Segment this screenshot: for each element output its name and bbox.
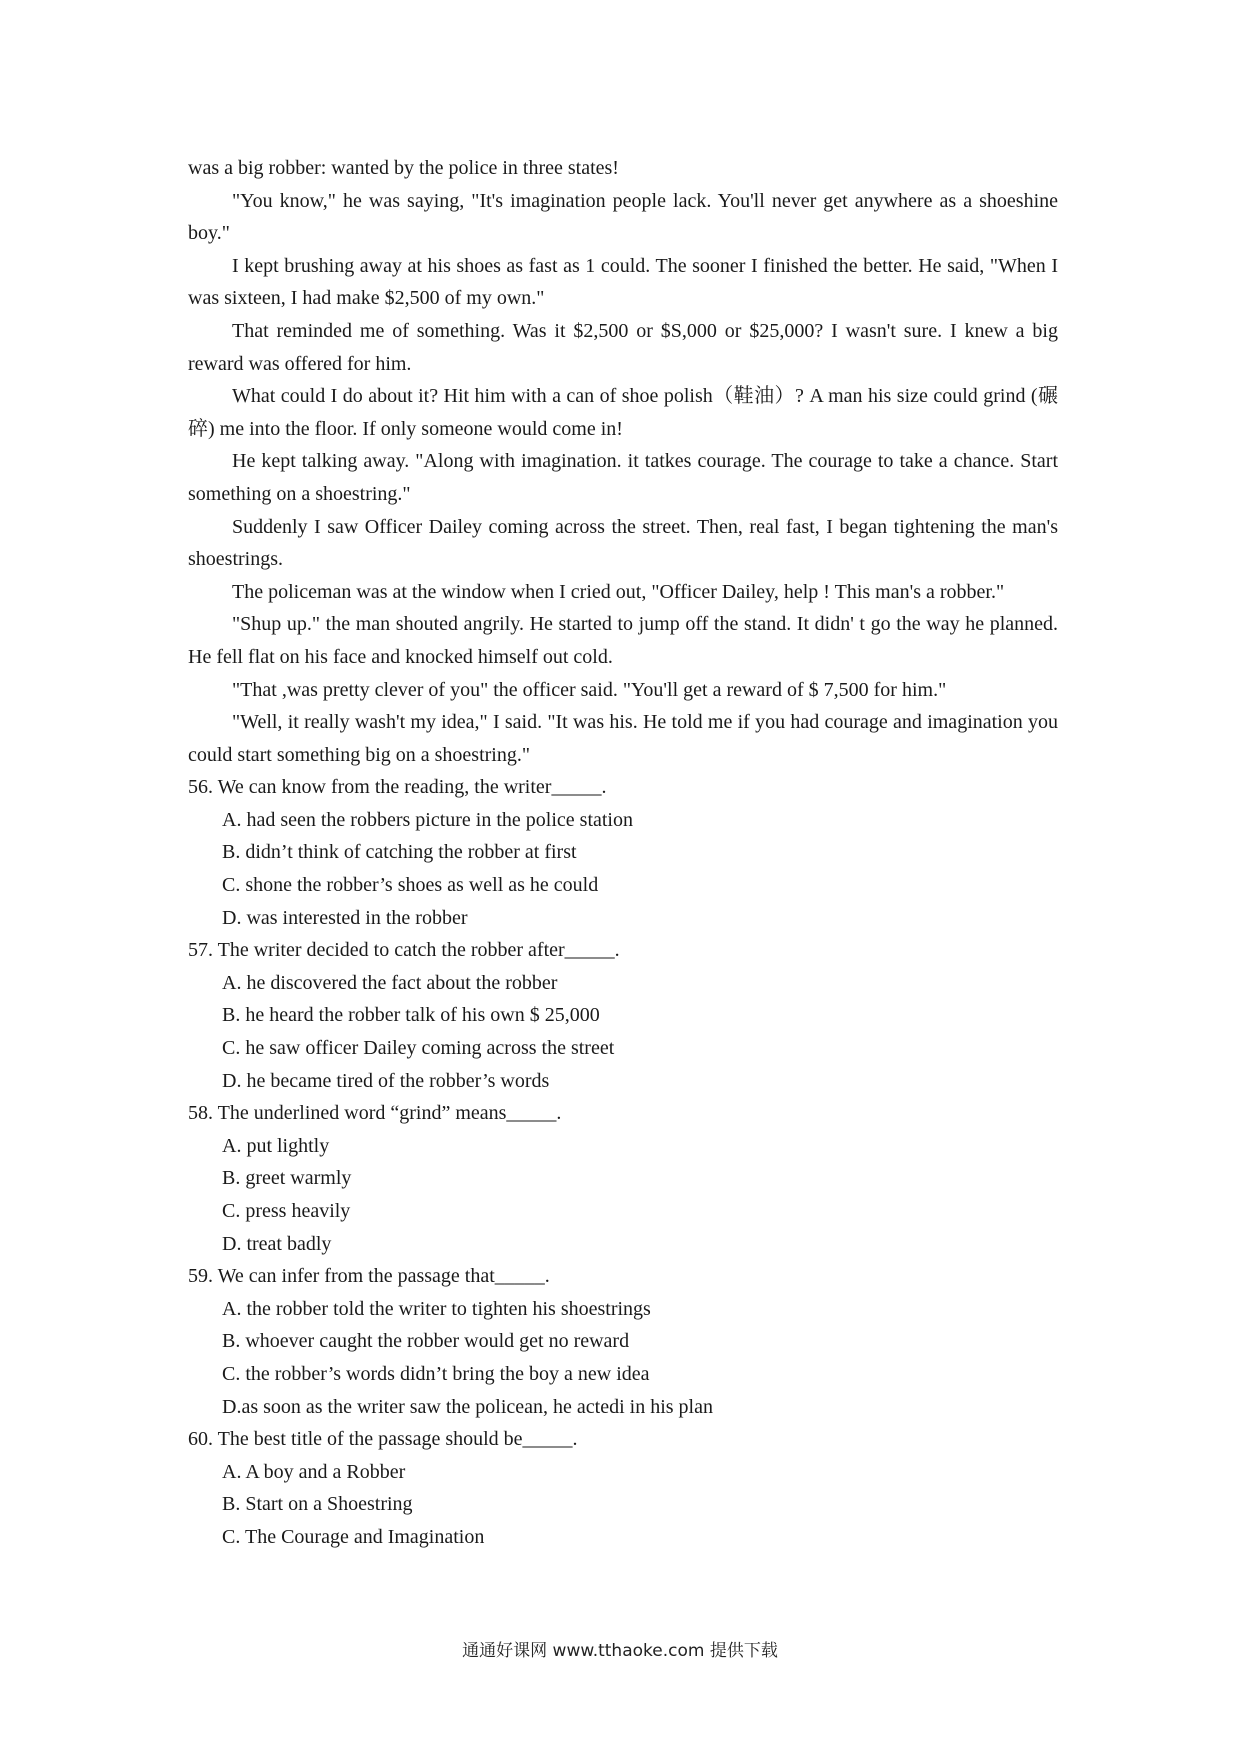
question-57 <box>188 934 1058 1097</box>
answer-option: A. A boy and a Robber <box>222 1460 406 1483</box>
question-58 <box>188 1097 1058 1260</box>
answer-option: B. didn’t think of catching the robber at first <box>222 841 577 864</box>
question-stem: 60. The best title of the passage should be_____. <box>188 1428 578 1451</box>
passage-paragraph: "You know," he was saying, "It's imagination people lack. You'll never get anywhere as a shoeshine boy." <box>188 189 1058 245</box>
answer-option: C. The Courage and Imagination <box>222 1525 485 1548</box>
answer-option: C. press heavily <box>222 1200 351 1222</box>
question-stem: 56. We can know from the reading, the writer_____. <box>188 776 607 799</box>
passage-paragraph: "Well, it really wash't my idea," I said. "It was his. He told me if you had courage and imagination you could start something big on a shoestring." <box>188 711 1058 766</box>
answer-option: A. the robber told the writer to tighten his shoestrings <box>222 1297 651 1320</box>
answer-option: D. treat badly <box>222 1232 332 1255</box>
answer-option: C. he saw officer Dailey coming across the street <box>222 1037 615 1060</box>
question-stem: 59. We can infer from the passage that_____. <box>188 1265 550 1288</box>
passage-paragraph: I kept brushing away at his shoes as fast as 1 could. The sooner I finished the better. He said, "When I was sixteen, I had make $2,500 of my own." <box>188 254 1058 310</box>
passage-paragraph: "That ,was pretty clever of you" the officer said. "You'll get a reward of $ 7,500 for him." <box>232 678 947 701</box>
page-footer: 通通好课网 www.tthaoke.com 提供下载 <box>462 1641 778 1661</box>
question-59 <box>188 1260 1058 1423</box>
question-60 <box>188 1423 1058 1553</box>
answer-option: B. whoever caught the robber would get no reward <box>222 1330 630 1353</box>
question-56 <box>188 771 1058 934</box>
answer-option: B. he heard the robber talk of his own $ 25,000 <box>222 1004 600 1027</box>
passage-paragraph: was a big robber: wanted by the police in three states! <box>188 157 619 179</box>
answer-option: A. put lightly <box>222 1134 330 1157</box>
page-body <box>188 152 1058 1554</box>
answer-option: B. Start on a Shoestring <box>222 1493 413 1516</box>
answer-option: C. the robber’s words didn’t bring the boy a new idea <box>222 1362 650 1385</box>
passage-paragraph: The policeman was at the window when I cried out, "Officer Dailey, help ! This man's a robber." <box>232 580 1005 603</box>
answer-option: D. he became tired of the robber’s words <box>222 1069 550 1092</box>
answer-option: A. he discovered the fact about the robber <box>222 971 558 994</box>
answer-option: B. greet warmly <box>222 1167 352 1190</box>
passage-paragraph: What could I do about it? Hit him with a can of shoe polish（鞋油）? A man his size could grind (碾碎) me into the floor. If only someone would come in! <box>188 385 1058 440</box>
passage-paragraph: He kept talking away. "Along with imagination. it tatkes courage. The courage to take a chance. Start something on a shoestring." <box>188 450 1058 505</box>
answer-option: A. had seen the robbers picture in the police station <box>222 808 633 831</box>
question-stem: 58. The underlined word “grind” means_____. <box>188 1102 562 1125</box>
passage-paragraph: That reminded me of something. Was it $2,500 or $S,000 or $25,000? I wasn't sure. I knew a big reward was offered for him. <box>188 319 1058 375</box>
answer-option: D. was interested in the robber <box>222 906 468 929</box>
answer-option: D.as soon as the writer saw the policean, he actedi in his plan <box>222 1395 713 1418</box>
passage-paragraph: "Shup up." the man shouted angrily. He started to jump off the stand. It didn' t go the way he planned. He fell flat on his face and knocked himself out cold. <box>188 613 1058 668</box>
passage-paragraph: Suddenly I saw Officer Dailey coming across the street. Then, real fast, I began tightening the man's shoestrings. <box>188 515 1058 571</box>
answer-option: C. shone the robber’s shoes as well as he could <box>222 874 599 897</box>
question-stem: 57. The writer decided to catch the robber after_____. <box>188 939 620 962</box>
reading-passage <box>188 152 1058 771</box>
